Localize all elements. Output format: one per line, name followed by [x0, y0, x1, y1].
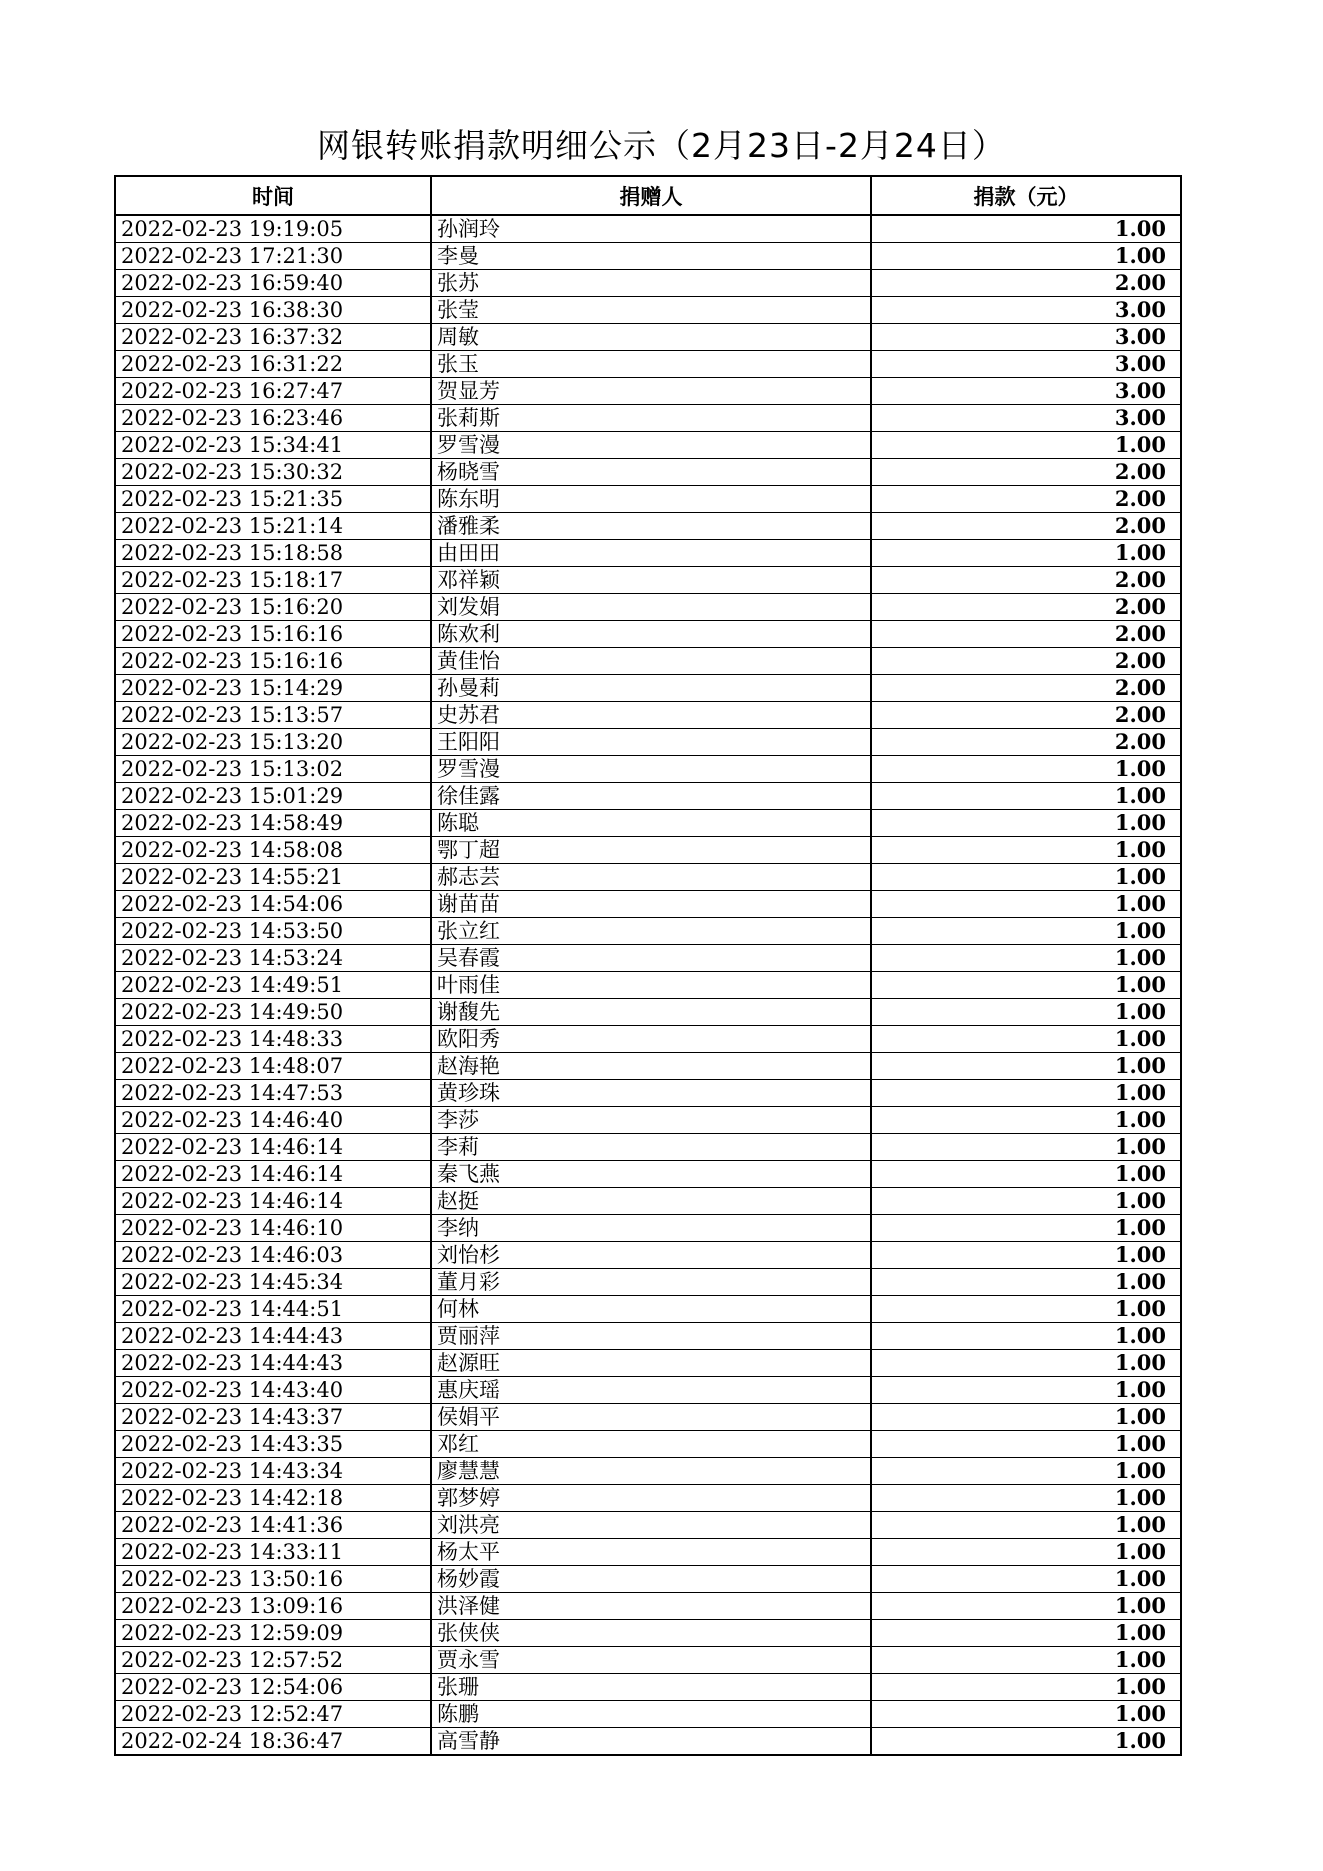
- row-donor: 鄂丁超: [431, 837, 871, 864]
- row-donor: 李莉: [431, 1134, 871, 1161]
- table-row: [115, 1188, 1181, 1215]
- row-donor: 秦飞燕: [431, 1161, 871, 1188]
- row-donor: 陈聪: [431, 810, 871, 837]
- row-time: 2022-02-23 17:21:30: [115, 243, 431, 270]
- row-donor: 由田田: [431, 540, 871, 567]
- row-time: 2022-02-23 15:21:35: [115, 486, 431, 513]
- row-amount: 3.00: [871, 297, 1181, 324]
- table-row: [115, 378, 1181, 405]
- table-row: [115, 1512, 1181, 1539]
- row-time: 2022-02-23 15:13:02: [115, 756, 431, 783]
- row-time: 2022-02-23 13:09:16: [115, 1593, 431, 1620]
- row-donor: 邓祥颖: [431, 567, 871, 594]
- row-donor: 陈东明: [431, 486, 871, 513]
- row-time: 2022-02-23 19:19:05: [115, 215, 431, 243]
- row-donor: 杨太平: [431, 1539, 871, 1566]
- row-amount: 1.00: [871, 783, 1181, 810]
- row-amount: 1.00: [871, 864, 1181, 891]
- row-time: 2022-02-23 13:50:16: [115, 1566, 431, 1593]
- table-row: [115, 1566, 1181, 1593]
- row-time: 2022-02-23 16:37:32: [115, 324, 431, 351]
- table-row: [115, 945, 1181, 972]
- row-donor: 谢苗苗: [431, 891, 871, 918]
- row-donor: 廖慧慧: [431, 1458, 871, 1485]
- table-row: [115, 1053, 1181, 1080]
- row-time: 2022-02-23 15:16:20: [115, 594, 431, 621]
- table-row: [115, 297, 1181, 324]
- row-amount: 1.00: [871, 891, 1181, 918]
- row-time: 2022-02-23 14:46:03: [115, 1242, 431, 1269]
- row-amount: 1.00: [871, 1053, 1181, 1080]
- table-row: [115, 1134, 1181, 1161]
- row-donor: 孙润玲: [431, 215, 871, 243]
- row-time: 2022-02-23 12:57:52: [115, 1647, 431, 1674]
- row-amount: 1.00: [871, 1620, 1181, 1647]
- table-row: [115, 1620, 1181, 1647]
- row-amount: 2.00: [871, 486, 1181, 513]
- row-time: 2022-02-23 14:49:51: [115, 972, 431, 999]
- table-row: [115, 513, 1181, 540]
- row-donor: 史苏君: [431, 702, 871, 729]
- row-amount: 1.00: [871, 999, 1181, 1026]
- table-row: [115, 918, 1181, 945]
- row-amount: 1.00: [871, 1593, 1181, 1620]
- table-row: [115, 1107, 1181, 1134]
- row-amount: 2.00: [871, 675, 1181, 702]
- table-row: [115, 702, 1181, 729]
- row-amount: 1.00: [871, 432, 1181, 459]
- row-donor: 郭梦婷: [431, 1485, 871, 1512]
- table-row: [115, 270, 1181, 297]
- row-donor: 张莹: [431, 297, 871, 324]
- row-time: 2022-02-23 16:31:22: [115, 351, 431, 378]
- row-amount: 1.00: [871, 1485, 1181, 1512]
- row-time: 2022-02-23 15:21:14: [115, 513, 431, 540]
- row-amount: 1.00: [871, 756, 1181, 783]
- row-time: 2022-02-23 15:34:41: [115, 432, 431, 459]
- row-donor: 罗雪漫: [431, 432, 871, 459]
- table-row: [115, 1728, 1181, 1756]
- table-row: [115, 1377, 1181, 1404]
- row-time: 2022-02-23 12:52:47: [115, 1701, 431, 1728]
- row-donor: 陈鹏: [431, 1701, 871, 1728]
- row-donor: 贾永雪: [431, 1647, 871, 1674]
- row-time: 2022-02-23 15:13:20: [115, 729, 431, 756]
- row-time: 2022-02-23 16:27:47: [115, 378, 431, 405]
- row-amount: 1.00: [871, 1647, 1181, 1674]
- row-donor: 张苏: [431, 270, 871, 297]
- table-row: [115, 405, 1181, 432]
- table-row: [115, 837, 1181, 864]
- row-donor: 郝志芸: [431, 864, 871, 891]
- row-amount: 1.00: [871, 1188, 1181, 1215]
- row-donor: 刘怡杉: [431, 1242, 871, 1269]
- row-amount: 3.00: [871, 405, 1181, 432]
- row-donor: 张立红: [431, 918, 871, 945]
- column-header-donor: 捐赠人: [431, 176, 871, 215]
- table-row: [115, 1080, 1181, 1107]
- column-header-amount: 捐款（元）: [871, 176, 1181, 215]
- row-donor: 黄珍珠: [431, 1080, 871, 1107]
- table-row: [115, 1350, 1181, 1377]
- row-donor: 李纳: [431, 1215, 871, 1242]
- row-donor: 杨晓雪: [431, 459, 871, 486]
- table-row: [115, 1242, 1181, 1269]
- row-amount: 2.00: [871, 567, 1181, 594]
- table-row: [115, 999, 1181, 1026]
- row-time: 2022-02-23 14:43:40: [115, 1377, 431, 1404]
- column-header-time: 时间: [115, 176, 431, 215]
- row-amount: 1.00: [871, 1728, 1181, 1756]
- row-time: 2022-02-23 14:53:50: [115, 918, 431, 945]
- table-row: [115, 1593, 1181, 1620]
- row-amount: 1.00: [871, 1134, 1181, 1161]
- row-time: 2022-02-23 14:33:11: [115, 1539, 431, 1566]
- row-donor: 贺显芳: [431, 378, 871, 405]
- row-time: 2022-02-23 15:18:58: [115, 540, 431, 567]
- table-row: [115, 486, 1181, 513]
- row-amount: 2.00: [871, 729, 1181, 756]
- row-amount: 1.00: [871, 243, 1181, 270]
- row-donor: 洪泽健: [431, 1593, 871, 1620]
- row-donor: 赵海艳: [431, 1053, 871, 1080]
- row-amount: 2.00: [871, 702, 1181, 729]
- row-time: 2022-02-23 12:59:09: [115, 1620, 431, 1647]
- row-time: 2022-02-24 18:36:47: [115, 1728, 431, 1756]
- row-donor: 侯娟平: [431, 1404, 871, 1431]
- row-amount: 2.00: [871, 621, 1181, 648]
- table-row: [115, 215, 1181, 243]
- table-row: [115, 648, 1181, 675]
- row-time: 2022-02-23 14:58:49: [115, 810, 431, 837]
- row-amount: 1.00: [871, 1242, 1181, 1269]
- table-row: [115, 1161, 1181, 1188]
- row-amount: 1.00: [871, 1269, 1181, 1296]
- table-row: [115, 756, 1181, 783]
- row-donor: 赵挺: [431, 1188, 871, 1215]
- table-row: [115, 1674, 1181, 1701]
- table-row: [115, 810, 1181, 837]
- row-time: 2022-02-23 14:43:35: [115, 1431, 431, 1458]
- table-row: [115, 351, 1181, 378]
- row-donor: 何林: [431, 1296, 871, 1323]
- row-amount: 1.00: [871, 1107, 1181, 1134]
- row-donor: 张珊: [431, 1674, 871, 1701]
- row-time: 2022-02-23 14:47:53: [115, 1080, 431, 1107]
- row-amount: 1.00: [871, 1323, 1181, 1350]
- table-row: [115, 1431, 1181, 1458]
- row-amount: 2.00: [871, 648, 1181, 675]
- row-amount: 3.00: [871, 351, 1181, 378]
- row-time: 2022-02-23 14:43:34: [115, 1458, 431, 1485]
- table-row: [115, 675, 1181, 702]
- row-time: 2022-02-23 15:13:57: [115, 702, 431, 729]
- row-time: 2022-02-23 16:23:46: [115, 405, 431, 432]
- row-time: 2022-02-23 14:46:40: [115, 1107, 431, 1134]
- row-donor: 高雪静: [431, 1728, 871, 1756]
- row-time: 2022-02-23 12:54:06: [115, 1674, 431, 1701]
- row-amount: 1.00: [871, 1080, 1181, 1107]
- row-amount: 2.00: [871, 594, 1181, 621]
- row-donor: 黄佳怡: [431, 648, 871, 675]
- table-row: [115, 1296, 1181, 1323]
- row-amount: 1.00: [871, 1215, 1181, 1242]
- table-row: [115, 783, 1181, 810]
- row-donor: 惠庆瑶: [431, 1377, 871, 1404]
- row-donor: 陈欢利: [431, 621, 871, 648]
- row-time: 2022-02-23 15:16:16: [115, 648, 431, 675]
- row-amount: 1.00: [871, 837, 1181, 864]
- table-row: [115, 1404, 1181, 1431]
- row-donor: 刘发娟: [431, 594, 871, 621]
- row-time: 2022-02-23 14:58:08: [115, 837, 431, 864]
- row-amount: 3.00: [871, 378, 1181, 405]
- row-time: 2022-02-23 14:46:14: [115, 1161, 431, 1188]
- row-donor: 刘洪亮: [431, 1512, 871, 1539]
- row-donor: 周敏: [431, 324, 871, 351]
- row-time: 2022-02-23 14:41:36: [115, 1512, 431, 1539]
- row-time: 2022-02-23 14:43:37: [115, 1404, 431, 1431]
- table-row: [115, 540, 1181, 567]
- table-row: [115, 324, 1181, 351]
- table-row: [115, 1539, 1181, 1566]
- table-row: [115, 1215, 1181, 1242]
- row-time: 2022-02-23 14:53:24: [115, 945, 431, 972]
- row-amount: 1.00: [871, 1512, 1181, 1539]
- table-row: [115, 432, 1181, 459]
- row-amount: 3.00: [871, 324, 1181, 351]
- table-row: [115, 1485, 1181, 1512]
- row-donor: 欧阳秀: [431, 1026, 871, 1053]
- row-donor: 孙曼莉: [431, 675, 871, 702]
- row-donor: 潘雅柔: [431, 513, 871, 540]
- table-row: [115, 1269, 1181, 1296]
- donation-table: [114, 175, 1182, 1756]
- table-row: [115, 459, 1181, 486]
- row-donor: 吴春霞: [431, 945, 871, 972]
- row-amount: 1.00: [871, 810, 1181, 837]
- table-row: [115, 567, 1181, 594]
- header-row: [115, 176, 1181, 215]
- row-time: 2022-02-23 14:45:34: [115, 1269, 431, 1296]
- row-amount: 1.00: [871, 215, 1181, 243]
- row-amount: 1.00: [871, 1161, 1181, 1188]
- table-row: [115, 729, 1181, 756]
- row-amount: 1.00: [871, 945, 1181, 972]
- row-time: 2022-02-23 14:42:18: [115, 1485, 431, 1512]
- table-row: [115, 972, 1181, 999]
- page-title: 网银转账捐款明细公示（2月23日-2月24日）: [317, 126, 1006, 165]
- row-amount: 2.00: [871, 270, 1181, 297]
- row-time: 2022-02-23 14:54:06: [115, 891, 431, 918]
- table-row: [115, 1647, 1181, 1674]
- row-time: 2022-02-23 14:46:14: [115, 1134, 431, 1161]
- row-time: 2022-02-23 14:44:51: [115, 1296, 431, 1323]
- table-row: [115, 864, 1181, 891]
- row-donor: 谢馥先: [431, 999, 871, 1026]
- row-amount: 2.00: [871, 459, 1181, 486]
- row-amount: 1.00: [871, 1350, 1181, 1377]
- row-donor: 叶雨佳: [431, 972, 871, 999]
- row-amount: 2.00: [871, 513, 1181, 540]
- row-time: 2022-02-23 15:01:29: [115, 783, 431, 810]
- table-body: [115, 215, 1181, 1755]
- table-row: [115, 621, 1181, 648]
- row-amount: 1.00: [871, 540, 1181, 567]
- row-amount: 1.00: [871, 1566, 1181, 1593]
- row-amount: 1.00: [871, 1701, 1181, 1728]
- row-time: 2022-02-23 15:30:32: [115, 459, 431, 486]
- row-time: 2022-02-23 14:49:50: [115, 999, 431, 1026]
- row-amount: 1.00: [871, 1296, 1181, 1323]
- row-time: 2022-02-23 14:46:10: [115, 1215, 431, 1242]
- row-time: 2022-02-23 14:44:43: [115, 1323, 431, 1350]
- table-header: [115, 176, 1181, 215]
- row-amount: 1.00: [871, 1674, 1181, 1701]
- table-row: [115, 891, 1181, 918]
- row-time: 2022-02-23 14:46:14: [115, 1188, 431, 1215]
- row-time: 2022-02-23 16:38:30: [115, 297, 431, 324]
- row-amount: 1.00: [871, 1026, 1181, 1053]
- row-donor: 李曼: [431, 243, 871, 270]
- row-amount: 1.00: [871, 1458, 1181, 1485]
- row-donor: 赵源旺: [431, 1350, 871, 1377]
- row-donor: 董月彩: [431, 1269, 871, 1296]
- table-row: [115, 1458, 1181, 1485]
- row-amount: 1.00: [871, 1404, 1181, 1431]
- row-donor: 王阳阳: [431, 729, 871, 756]
- row-time: 2022-02-23 14:55:21: [115, 864, 431, 891]
- row-donor: 张玉: [431, 351, 871, 378]
- table-row: [115, 594, 1181, 621]
- table-row: [115, 1701, 1181, 1728]
- table-row: [115, 243, 1181, 270]
- row-donor: 罗雪漫: [431, 756, 871, 783]
- row-amount: 1.00: [871, 1377, 1181, 1404]
- row-time: 2022-02-23 16:59:40: [115, 270, 431, 297]
- row-donor: 徐佳露: [431, 783, 871, 810]
- row-donor: 李莎: [431, 1107, 871, 1134]
- row-amount: 1.00: [871, 1431, 1181, 1458]
- row-amount: 1.00: [871, 918, 1181, 945]
- row-time: 2022-02-23 15:16:16: [115, 621, 431, 648]
- table-row: [115, 1026, 1181, 1053]
- row-amount: 1.00: [871, 972, 1181, 999]
- row-donor: 杨妙霞: [431, 1566, 871, 1593]
- row-time: 2022-02-23 15:14:29: [115, 675, 431, 702]
- row-time: 2022-02-23 15:18:17: [115, 567, 431, 594]
- row-amount: 1.00: [871, 1539, 1181, 1566]
- row-donor: 张侠侠: [431, 1620, 871, 1647]
- row-donor: 张莉斯: [431, 405, 871, 432]
- row-time: 2022-02-23 14:48:07: [115, 1053, 431, 1080]
- row-donor: 邓红: [431, 1431, 871, 1458]
- row-time: 2022-02-23 14:48:33: [115, 1026, 431, 1053]
- table-row: [115, 1323, 1181, 1350]
- row-time: 2022-02-23 14:44:43: [115, 1350, 431, 1377]
- row-donor: 贾丽萍: [431, 1323, 871, 1350]
